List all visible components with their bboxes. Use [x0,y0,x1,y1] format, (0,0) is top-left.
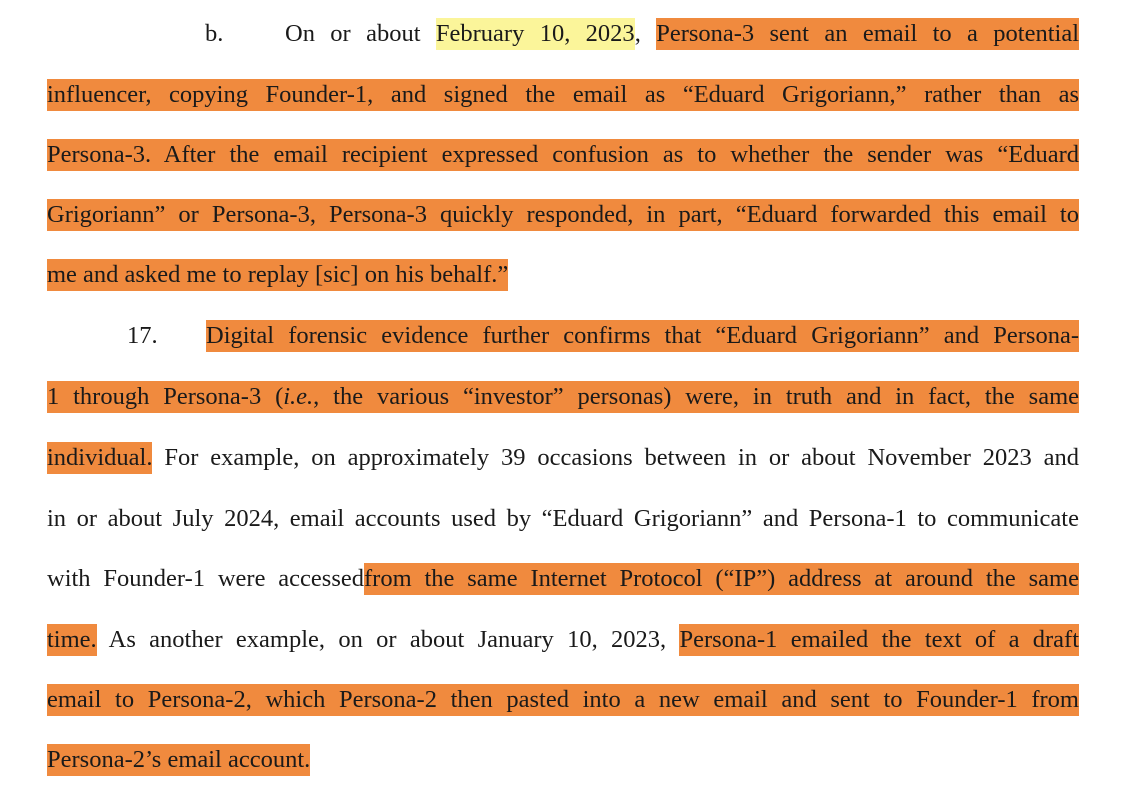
highlighted-text: Digital forensic evidence further confirms that “Eduard Grigoriann” and Persona- [206,320,1079,352]
para-17-line-1 [206,316,1079,356]
paragraph-number: 17. [127,322,158,349]
date-highlight: February 10, 2023 [436,18,635,50]
para-b-line-4 [47,195,1079,235]
subparagraph-marker: b. [205,20,224,47]
para-17-line-8 [47,740,1079,780]
highlighted-text: from the same Internet Protocol (“IP”) address at around the same [364,563,1079,595]
text-span: For example, on approximately 39 occasions between in or about November 2023 and [152,444,1079,471]
para-b-line-5 [47,255,1079,295]
highlighted-text: email to Persona-2, which Persona-2 then pasted into a new email and sent to Founder-1 from [47,684,1079,716]
text-span: 1 through Persona-3 ( [47,383,284,410]
highlighted-text: Persona-2’s email account. [47,744,310,776]
para-b-line-3 [47,135,1079,175]
italic-text: i.e. [283,383,314,410]
highlighted-text: influencer, copying Founder-1, and signed the email as “Eduard Grigoriann,” rather than as [47,79,1079,111]
highlighted-text: Persona-3 sent an email to a potential [656,18,1079,50]
text-span: , [634,20,641,47]
text-span: On or about [285,20,421,47]
para-17-line-3 [47,438,1079,478]
text-span: with Founder-1 were accessed [47,565,364,592]
highlighted-text: Persona-3. After the email recipient expressed confusion as to whether the sender was “Eduard [47,139,1079,171]
text-span: in or about July 2024, email accounts used by “Eduard Grigoriann” and Persona-1 to communicate [47,505,1079,532]
highlighted-text: me and asked me to replay [sic] on his behalf.” [47,259,508,291]
highlighted-text [47,381,1079,413]
highlighted-text: individual. [47,442,152,474]
para-17-line-5 [47,559,1079,599]
para-17-line-4 [47,499,1079,539]
para-17-line-6 [47,620,1079,660]
para-17-line-7 [47,680,1079,720]
para-17-line-2 [47,377,1079,417]
highlighted-text: time. [47,624,97,656]
para-b-line-2 [47,75,1079,115]
highlighted-text: Grigoriann” or Persona-3, Persona-3 quickly responded, in part, “Eduard forwarded this email to [47,199,1079,231]
highlighted-text: Persona-1 emailed the text of a draft [679,624,1079,656]
text-span: As another example, on or about January 10, 2023, [96,626,667,653]
text-span: , the various “investor” personas) were, in truth and in fact, the same [313,383,1080,410]
para-b-line-1 [285,14,1079,54]
